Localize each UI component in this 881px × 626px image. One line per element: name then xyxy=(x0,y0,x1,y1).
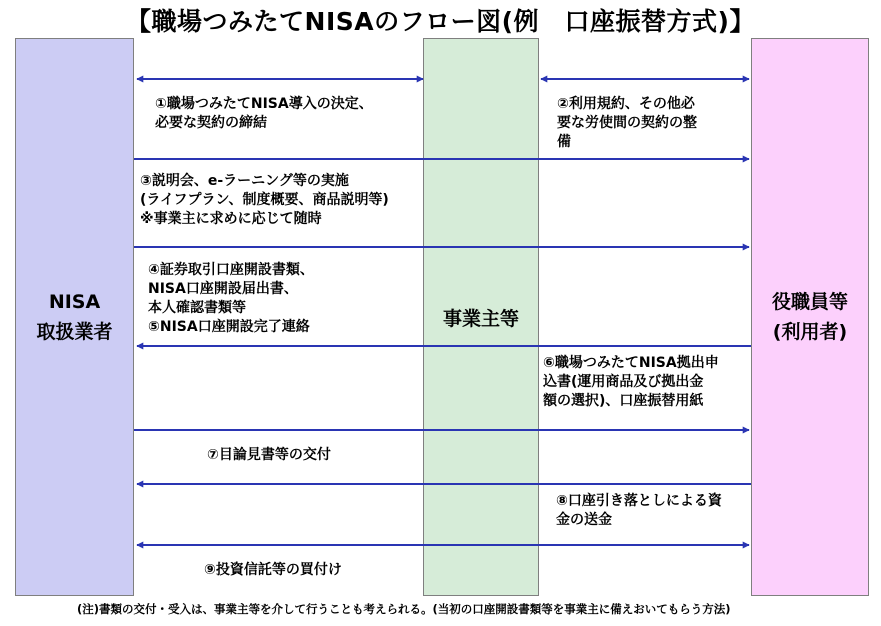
step8-label: ⑧口座引き落としによる資 金の送金 xyxy=(556,493,722,528)
nisa-provider-label-line1: NISA xyxy=(48,291,101,313)
step6-label: ⑥職場つみたてNISA拠出申 込書(運用商品及び拠出金 額の選択)、口座振替用紙 xyxy=(543,355,719,409)
step1-label: ①職場つみたてNISA導入の決定、 必要な契約の締結 xyxy=(155,96,373,131)
step7-label: ⑦目論見書等の交付 xyxy=(207,447,331,463)
step2-label: ②利用規約、その他必 要な労使間の契約の整 備 xyxy=(557,96,697,150)
step9-label: ⑨投資信託等の買付け xyxy=(204,562,342,578)
step4-label: ④証券取引口座開設書類、 NISA口座開設届出書、 本人確認書類等 xyxy=(148,262,314,316)
nisa-provider-label-line2: 取扱業者 xyxy=(36,321,113,343)
step3-label: ③説明会、e-ラーニング等の実施 (ライフプラン、制度概要、商品説明等) ※事業主に求めに応じて随時 xyxy=(140,173,389,227)
step5-label: ⑤NISA口座開設完了連絡 xyxy=(148,319,310,335)
page-title: 【職場つみたてNISAのフロー図(例 口座振替方式)】 xyxy=(126,7,755,36)
employee-label-line1: 役職員等 xyxy=(771,291,848,313)
employer-label: 事業主等 xyxy=(442,307,519,330)
footnote: (注)書類の交付・受入は、事業主等を介して行うことも考えられる。(当初の口座開設書類等を事業主に備えおいてもらう方法) xyxy=(77,602,731,616)
employee-label-line2: (利用者) xyxy=(772,321,848,343)
